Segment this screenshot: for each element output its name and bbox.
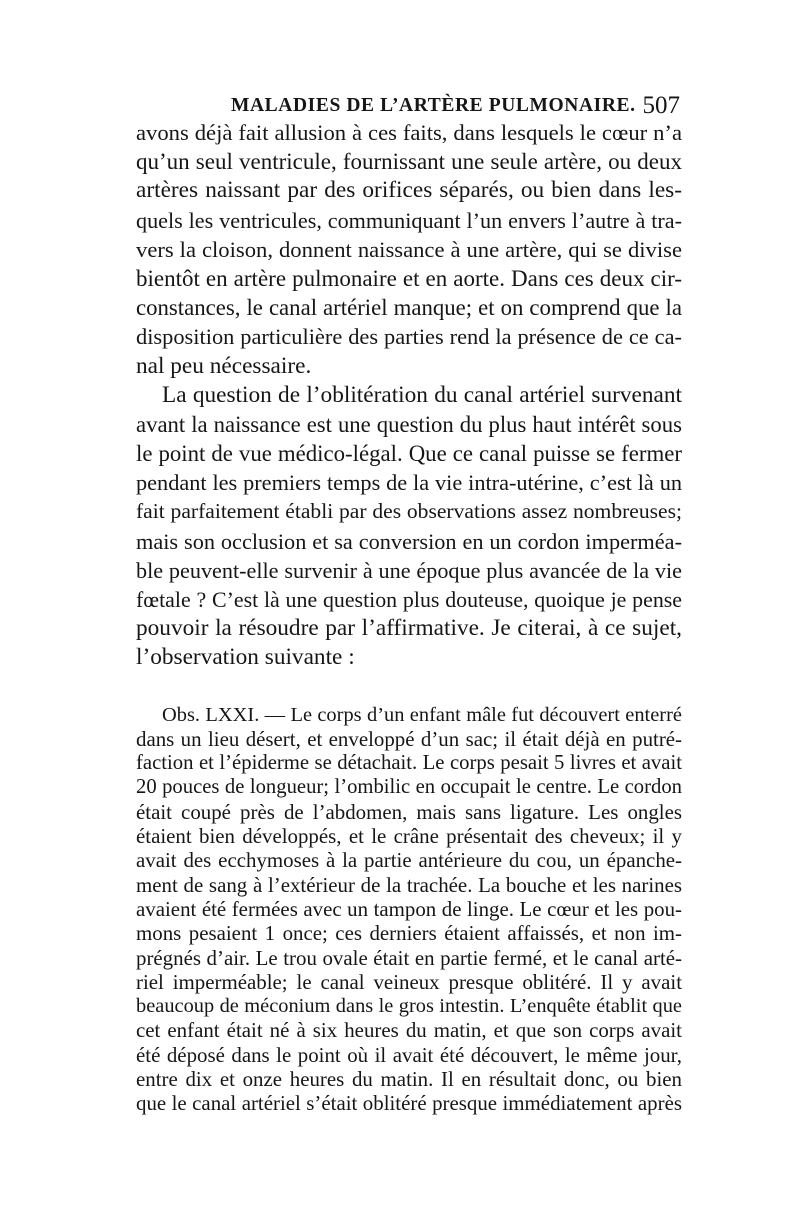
observation-line: que le canal artériel s’était oblitéré presque immédiatement après (136, 1091, 682, 1116)
paragraph-1 (136, 118, 682, 381)
observation-line: 20 pouces de longueur; l’ombilic en occupait le centre. Le cordon (136, 776, 682, 799)
paragraph-line: mais son occlusion et sa conversion en un cordon imperméa- (136, 528, 682, 554)
observation-line: ment de sang à l’extérieur de la trachée. La bouche et les narines (136, 872, 682, 897)
paragraph-line: fait parfaitement établi par des observations assez nombreuses; (136, 499, 682, 524)
paragraph-line: bientôt en artère pulmonaire et en aorte. Dans ces deux cir- (136, 264, 682, 291)
observation-line: dans un lieu désert, et enveloppé d’un sac; il était déjà en putré- (136, 726, 682, 751)
observation-line: entre dix et onze heures du matin. Il en résultait donc, ou bien (136, 1067, 682, 1092)
page-number: 507 (642, 92, 680, 119)
observation-line: avait des ecchymoses à la partie antérieure du cou, un épanche- (136, 848, 682, 873)
paragraph-line: nal peu nécessaire. (136, 352, 312, 379)
paragraph-line: artères naissant par des orifices séparés, ou bien dans les- (136, 177, 682, 204)
observation-line: riel imperméable; le canal veineux presque oblitéré. Il y avait (136, 969, 682, 994)
observation-lxxi (136, 703, 682, 1116)
observation-line: prégnés d’air. Le trou ovale était en partie fermé, et le canal arté- (136, 945, 682, 970)
observation-line: faction et l’épiderme se détachait. Le corps pesait 5 livres et avait (136, 752, 682, 775)
body-text (136, 118, 682, 1116)
paragraph-2 (136, 381, 682, 673)
observation-line: Obs. LXXI. — Le corps d’un enfant mâle fut découvert enterré (162, 703, 682, 726)
paragraph-line: fœtale ? C’est là une question plus douteuse, quoique je pense (136, 587, 682, 612)
running-title: MALADIES DE L’ARTÈRE PULMONAIRE. (231, 95, 636, 116)
observation-line: cet enfant était né à six heures du matin, et que son corps avait (136, 1018, 682, 1043)
paragraph-line: avons déjà fait allusion à ces faits, dans lesquels le cœur n’a (136, 120, 682, 145)
paragraph-line: ble peuvent-elle survenir à une époque plus avancée de la vie (136, 557, 682, 583)
observation-line: avaient été fermées avec un tampon de linge. Le cœur et les pou- (136, 896, 682, 921)
paragraph-line: La question de l’oblitération du canal artériel survenant (162, 381, 682, 408)
paragraph-line: pendant les premiers temps de la vie intra-utérine, c’est là un (136, 470, 682, 496)
paragraph-line: le point de vue médico-légal. Que ce canal puisse se fermer (136, 441, 682, 467)
paragraph-line: pouvoir la résoudre par l’affirmative. Je citerai, à ce sujet, (136, 615, 682, 642)
paragraph-line: qu’un seul ventricule, fournissant une seule artère, ou deux (136, 148, 682, 175)
paragraph-line: constances, le canal artériel manque; et on comprend que la (136, 295, 682, 321)
paragraph-line: disposition particulière des parties rend la présence de ce ca- (136, 324, 682, 350)
paragraph-line: vers la cloison, donnent naissance à une artère, qui se divise (136, 236, 682, 262)
observation-line: était coupé près de l’abdomen, mais sans ligature. Les ongles (136, 799, 682, 824)
observation-line: été déposé dans le point où il avait été découvert, le même jour, (136, 1042, 682, 1067)
observation-line: beaucoup de méconium dans le gros intestin. L’enquête établit que (136, 995, 682, 1018)
observation-line: étaient bien développés, et le crâne présentait des cheveux; il y (136, 824, 682, 849)
paragraph-line: avant la naissance est une question du plus haut intérêt sous (136, 411, 682, 437)
paragraph-line: l’observation suivante : (136, 644, 355, 671)
observation-line: mons pesaient 1 once; ces derniers étaient affaissés, et non im- (136, 921, 682, 946)
paragraph-line: quels les ventricules, communiquant l’un envers l’autre à tra- (136, 207, 682, 233)
